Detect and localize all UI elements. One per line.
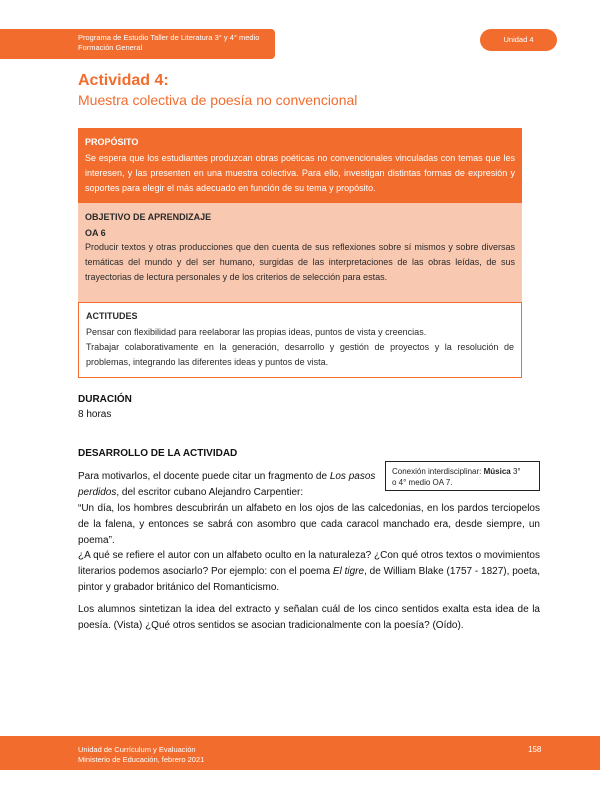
objective-code: OA 6	[85, 228, 106, 238]
question-text: ¿A qué se refiere el autor con un alfabeto oculto en la naturaleza? ¿Con qué otros textos o movimientos literarios podemos asociarlo? Por ejemplo: con el poema	[78, 550, 540, 577]
header-text	[78, 33, 259, 53]
duration-heading: DURACIÓN	[78, 394, 132, 405]
connection-objective: o 4° medio OA 7.	[392, 478, 453, 487]
page-number: 158	[528, 745, 542, 754]
purpose-text: Se espera que los estudiantes produzcan obras poéticas no convencionales vinculadas con temas que les interesen, y las presenten en una muestra colectiva. Para ello, investigan distintas formas de expresión y soportes para elegir el más adecuado en función de su tema y propósito.	[85, 153, 515, 193]
activity-title: Actividad 4:	[78, 72, 169, 89]
intro-paragraph	[78, 469, 378, 501]
connection-label: Conexión interdisciplinar:	[392, 467, 484, 476]
poem-title: El tigre	[332, 566, 365, 577]
quote-paragraph: “Un día, los hombres descubrirán un alfabeto en los ojos de las calcedonias, en los pardos terciopelos de la falena, y entonces se sabrá con asombro que cada caracol manchado era, desde siempre, un poema”.	[78, 503, 540, 546]
purpose-heading: PROPÓSITO	[85, 137, 139, 147]
objective-heading: OBJETIVO DE APRENDIZAJE	[85, 212, 212, 222]
attitudes-heading: ACTITUDES	[86, 311, 138, 321]
purpose-box	[78, 128, 522, 203]
connection-subject: Música	[483, 467, 511, 476]
unit-badge: Unidad 4	[480, 29, 557, 51]
development-heading: DESARROLLO DE LA ACTIVIDAD	[78, 448, 238, 459]
footer-ministry: Ministerio de Educación, febrero 2021	[78, 755, 205, 764]
activity-subtitle: Muestra colectiva de poesía no convencional	[78, 92, 358, 108]
footer-text	[78, 745, 204, 765]
attitudes-box	[78, 302, 522, 378]
question-paragraph	[78, 548, 540, 596]
book-title: Los pasos perdidos	[78, 471, 376, 498]
program-subtitle: Formación General	[78, 43, 143, 52]
synthesis-paragraph: Los alumnos sintetizan la idea del extracto y señalan cuál de los cinco sentidos exalta esta idea de la poesía. (Vista) ¿Qué otros sentidos se asocian tradicionalmente con la poesía? (Oído).	[78, 604, 540, 631]
question-text-end: , de William Blake (1757 - 1827), poeta, pintor y grabador británico del Romanticismo.	[78, 566, 541, 593]
objective-text: Producir textos y otras producciones que den cuenta de sus reflexiones sobre sí mismos y sobre diversas temáticas del mundo y del ser humano, surgidas de las interpretaciones de las obras leídas, de sus trayectorias de lectura personales y de los criterios de selección para estas.	[85, 242, 515, 282]
attitude-item: Pensar con flexibilidad para reelaborar las propias ideas, puntos de vista y creencias.	[86, 327, 427, 337]
intro-text: Para motivarlos, el docente puede citar un fragmento de	[78, 471, 330, 482]
intro-text-end: , del escritor cubano Alejandro Carpentier:	[116, 487, 304, 498]
duration-value: 8 horas	[78, 409, 112, 420]
interdisciplinary-connection-box	[385, 461, 540, 491]
connection-grade: 3°	[510, 467, 521, 476]
footer-unit: Unidad de Currículum y Evaluación	[78, 745, 196, 754]
attitude-item: Trabajar colaborativamente en la generación, desarrollo y gestión de proyectos y la resolución de problemas, integrando las diferentes ideas y puntos de vista.	[86, 342, 514, 367]
objective-box	[78, 203, 522, 302]
program-title: Programa de Estudio Taller de Literatura 3° y 4° medio	[78, 33, 260, 42]
